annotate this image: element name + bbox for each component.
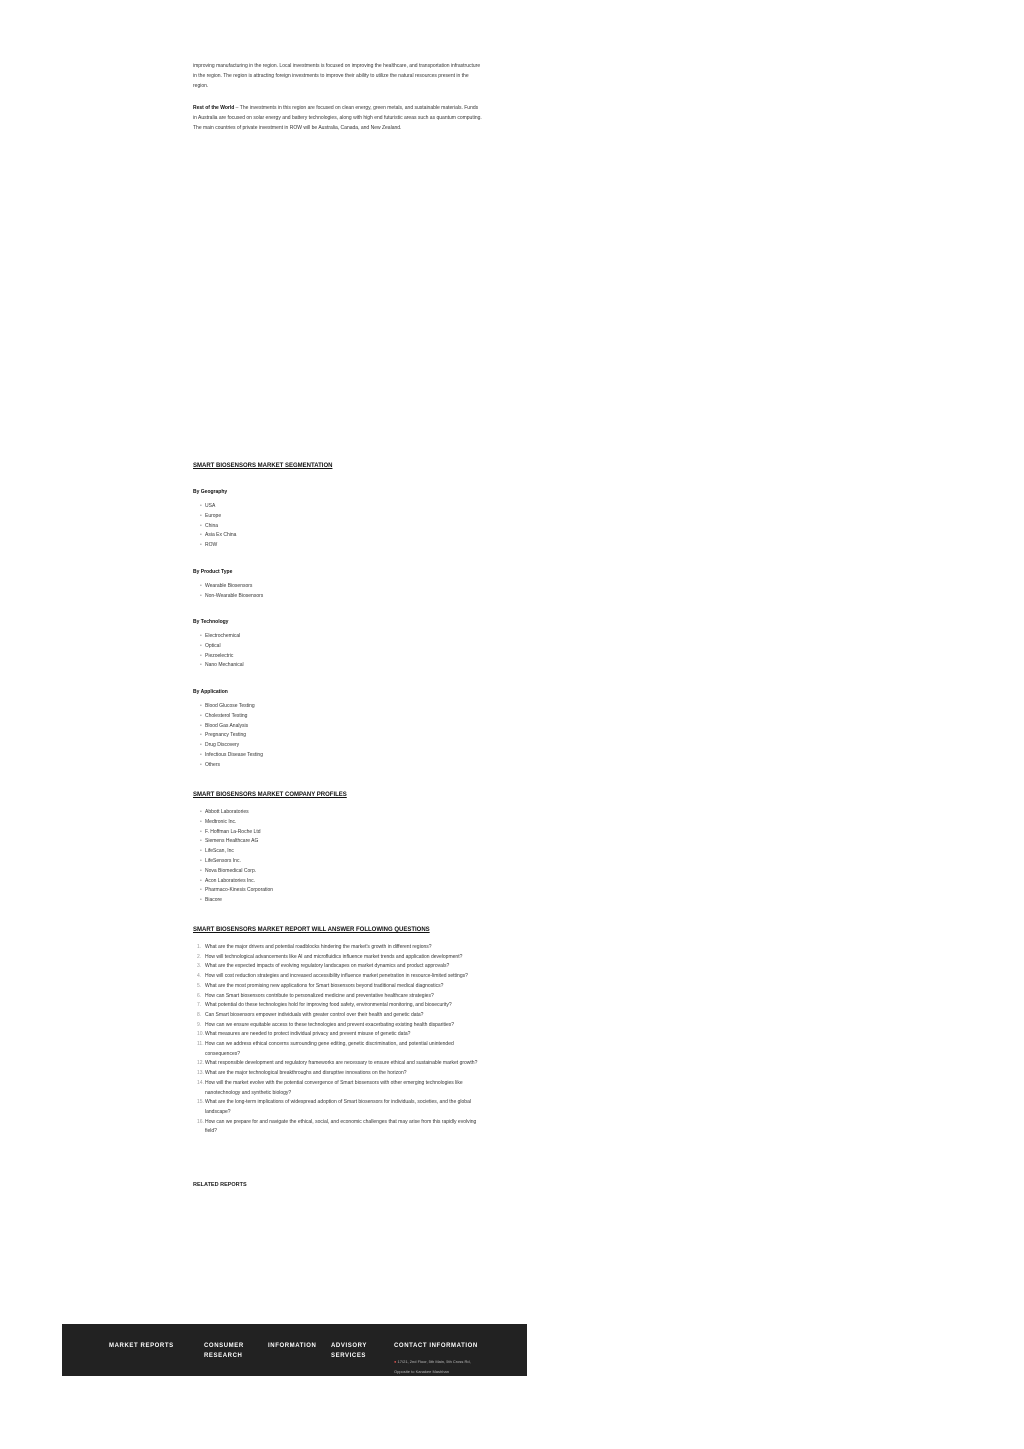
list-item: 10. What measures are needed to protect individual privacy and prevent misuse of genetic data?	[197, 1031, 411, 1038]
list-item: • China	[193, 522, 236, 532]
related-reports-heading: RELATED REPORTS	[193, 1182, 247, 1188]
geography-list	[193, 502, 236, 551]
application-list	[193, 702, 263, 771]
list-item: 8. Can Smart biosensors empower individuals with greater control over their health and genetic data?	[197, 1011, 424, 1018]
list-item: • Infectious Disease Testing	[193, 751, 263, 761]
list-item: 9. How can we ensure equitable access to these technologies and prevent exacerbating existing health disparities?	[197, 1021, 455, 1028]
list-item: 2. How will technological advancements like AI and microfluidics influence market trends and application development?	[197, 953, 463, 960]
site-footer	[62, 1324, 527, 1376]
row-paragraph	[193, 103, 483, 133]
list-item: • Piezoelectric	[193, 652, 244, 662]
list-item: • Nova Biomedical Corp.	[193, 867, 273, 877]
map-pin-icon: ●	[394, 1359, 397, 1364]
list-item: • Pharmaco-Kinesis Corporation	[193, 886, 273, 896]
list-item: 16. How can we prepare for and navigate the ethical, social, and economic challenges that may arise from this rapidly evolving field?	[197, 1118, 477, 1135]
footer-consumer-research-link[interactable]: CONSUMER RESEARCH	[204, 1343, 244, 1359]
list-item: • Others	[193, 761, 263, 771]
list-item: 15. What are the long-term implications of widespread adoption of Smart biosensors for individuals, societies, and the global landscape?	[197, 1099, 471, 1115]
list-item: • F. Hoffman La-Roche Ltd	[193, 828, 273, 838]
list-item: • Biacore	[193, 896, 273, 906]
list-item: 3. What are the expected impacts of evolving regulatory landscapes on market dynamics and product approvals?	[197, 963, 450, 970]
list-item: • Optical	[193, 642, 244, 652]
list-item: • Wearable Biosensors	[193, 582, 263, 592]
list-item: 13. What are the major technological breakthroughs and disruptive innovations on the horizon?	[197, 1070, 407, 1077]
list-item: • Nano Mechanical	[193, 661, 244, 671]
list-item: • Pregnancy Testing	[193, 731, 263, 741]
technology-list	[193, 632, 244, 671]
list-item: • Abbott Laboratories	[193, 808, 273, 818]
list-item: • Asia Ex China	[193, 531, 236, 541]
list-item: • LifeScan, Inc	[193, 847, 273, 857]
list-item: 12. What responsible development and regulatory frameworks are necessary to ensure ethical and sustainable market growth?	[197, 1060, 478, 1067]
list-item: 6. How can Smart biosensors contribute to personalized medicine and preventative healthcare strategies?	[197, 992, 434, 999]
list-item: • Acon Laboratories Inc.	[193, 877, 273, 887]
list-item: • Non-Wearable Biosensors	[193, 592, 263, 602]
technology-label: By Technology	[193, 619, 229, 625]
list-item: • Blood Gas Analysis	[193, 722, 263, 732]
list-item: 7. What potential do these technologies hold for improving food safety, environmental monitoring, and biosecurity?	[197, 1002, 452, 1009]
list-item: • Siemens Healthcare AG	[193, 837, 273, 847]
row-title: Rest of the World	[193, 105, 235, 111]
footer-market-reports-link[interactable]: MARKET REPORTS	[109, 1343, 174, 1349]
footer-information-link[interactable]: INFORMATION	[268, 1343, 317, 1349]
list-item: • ROW	[193, 541, 236, 551]
list-item: • Blood Glucose Testing	[193, 702, 263, 712]
questions-heading: SMART BIOSENSORS MARKET REPORT WILL ANSWER FOLLOWING QUESTIONS	[193, 927, 430, 933]
list-item: 5. What are the most promising new applications for Smart biosensors beyond traditional medical diagnostics?	[197, 982, 444, 989]
list-item: • LifeSensors Inc.	[193, 857, 273, 867]
product-type-list	[193, 582, 263, 602]
product-type-label: By Product Type	[193, 569, 233, 575]
list-item: 1. What are the major drivers and potential roadblocks hindering the market's growth in different regions?	[197, 944, 432, 950]
questions-list	[193, 943, 483, 1137]
company-profiles-heading: SMART BIOSENSORS MARKET COMPANY PROFILES	[193, 792, 347, 798]
application-label: By Application	[193, 689, 228, 695]
list-item: 14. How will the market evolve with the potential convergence of Smart biosensors with other emerging technologies like nanotechnology and synthetic biology?	[197, 1079, 463, 1096]
footer-contact-information-heading: CONTACT INFORMATION	[394, 1343, 478, 1349]
footer-address	[394, 1357, 484, 1376]
geography-label: By Geography	[193, 489, 228, 495]
list-item: • Drug Discovery	[193, 741, 263, 751]
list-item: 11. How can we address ethical concerns surrounding gene editing, genetic discrimination, and potential unintended consequences?	[197, 1041, 454, 1057]
list-item: • Cholesterol Testing	[193, 712, 263, 722]
row-text: – The investments in this region are focused on clean energy, green metals, and sustainable materials. Funds in Australia are focused on solar energy and battery technologies, along with high end futuristic areas such as quantum computing. The main countries of private investment in ROW will be Australia, Canada, and New Zealand.	[193, 105, 482, 131]
list-item: • USA	[193, 502, 236, 512]
footer-advisory-services-link[interactable]: ADVISORY SERVICES	[331, 1343, 367, 1359]
company-profiles-list	[193, 808, 273, 906]
segmentation-heading: SMART BIOSENSORS MARKET SEGMENTATION	[193, 463, 333, 469]
list-item: • Europe	[193, 512, 236, 522]
list-item: • Electrochemical	[193, 632, 244, 642]
intro-paragraph: improving manufacturing in the region. Local investments is focused on improving the healthcare, and transportation infrastructure in the region. The region is attracting foreign investments to improve their ability to utilize the natural resources present in the region.	[193, 63, 481, 89]
list-item: 4. How will cost reduction strategies and increased accessibility influence market penetration in resource-limited settings?	[197, 973, 468, 980]
list-item: • Medtronic Inc.	[193, 818, 273, 828]
footer-address-text: 17/21, 2nd Floor, 5th Main, 5th Cross Rd, Opposite to Kanakee Mashhan	[394, 1359, 471, 1374]
